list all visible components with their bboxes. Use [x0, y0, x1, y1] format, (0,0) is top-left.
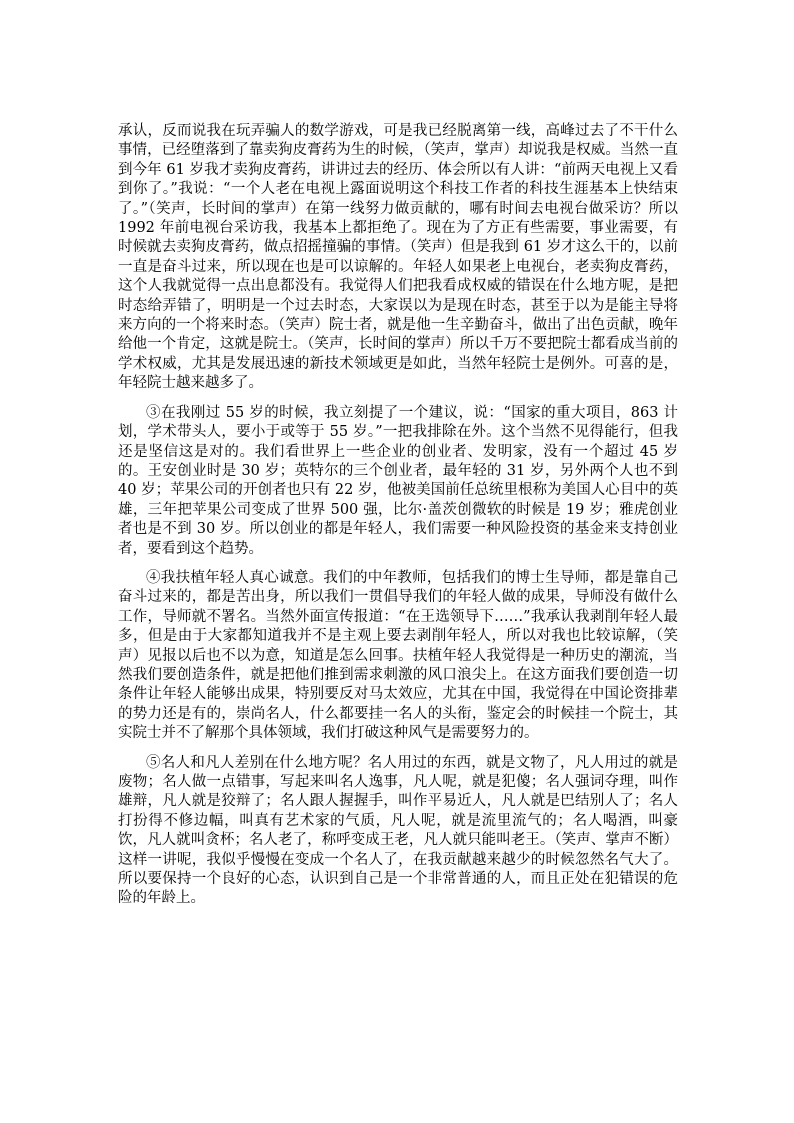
document-body: [118, 122, 678, 909]
paragraph-4: ④我扶植年轻人真心诚意。我们的中年教师，包括我们的博士生导师，都是靠自己奋斗过来的，都是苦出身，所以我们一贯倡导我们的年轻人做的成果，导师没有做什么工作，导师就不署名。当然外面宣传报道：“在王选领导下……”我承认我剥削年轻人最多，但是由于大家都知道我并不是主观上要去剥削年轻人，所以对我也比较谅解，（笑声）见报以后也不以为意，知道是怎么回事。扶植年轻人我觉得是一种历史的潮流，当然我们要创造条件，就是把他们推到需求刺激的风口浪尖上。在这方面我们要创造一切条件让年轻人能够出成果，特别要反对马太效应，尤其在中国，我觉得在中国论资排辈的势力还是有的，崇尚名人，什么都要挂一名人的头衔，鉴定会的时候挂一个院士，其实院士并不了解那个具体领域，我们打破这种风气是需要努力的。: [118, 569, 678, 742]
paragraph-3: ③在我刚过 55 岁的时候，我立刻提了一个建议，说：“国家的重大项目，863 计划，学术带头人，要小于或等于 55 岁。”一把我排除在外。这个当然不见得能行，但我还是坚信这是对的。我们看世界上一些企业的创业者、发明家，没有一个超过 45 岁的。王安创业时是 30 岁；英特尔的三个创业者，最年轻的 31 岁，另外两个人也不到 40 岁；苹果公司的开创者也只有 22 岁，他被美国前任总统里根称为美国人心目中的英雄，三年把苹果公司变成了世界 500 强，比尔·盖茨创微软的时候是 19 岁；雅虎创业者也是不到 30 岁。所以创业的都是年轻人，我们需要一种风险投资的基金来支持创业者，要看到这个趋势。: [118, 404, 678, 557]
paragraph-5: ⑤名人和凡人差别在什么地方呢？名人用过的东西，就是文物了，凡人用过的就是废物；名人做一点错事，写起来叫名人逸事，凡人呢，就是犯傻；名人强词夺理，叫作雄辩，凡人就是狡辩了；名人跟人握握手，叫作平易近人，凡人就是巴结别人了；名人打扮得不修边幅，叫真有艺术家的气质，凡人呢，就是流里流气的；名人喝酒，叫豪饮，凡人就叫贪杯；名人老了，称呼变成王老，凡人就只能叫老王。（笑声、掌声不断）这样一讲呢，我似乎慢慢在变成一个名人了，在我贡献越来越少的时候忽然名气大了。所以要保持一个良好的心态，认识到自己是一个非常普通的人，而且正处在犯错误的危险的年龄上。: [118, 754, 678, 907]
paragraph-continued: 承认，反而说我在玩弄骗人的数学游戏，可是我已经脱离第一线，高峰过去了不干什么事情，已经堕落到了靠卖狗皮膏药为生的时候，（笑声，掌声）却说我是权威。当然一直到今年 61 岁我才卖狗皮膏药，讲讲过去的经历、体会所以有人讲：“前两天电视上又看到你了。”我说：“一个人老在电视上露面说明这个科技工作者的科技生涯基本上快结束了。”（笑声，长时间的掌声）在第一线努力做贡献的，哪有时间去电视台做采访？所以 1992 年前电视台采访我，我基本上都拒绝了。现在为了方正有些需要，事业需要，有时候就去卖狗皮膏药，做点招摇撞骗的事情。（笑声）但是我到 61 岁才这么干的，以前一直是奋斗过来，所以现在也是可以谅解的。年轻人如果老上电视台，老卖狗皮膏药，这个人我就觉得一点出息都没有。我觉得人们把我看成权威的错误在什么地方呢，是把时态给弄错了，明明是一个过去时态，大家误以为是现在时态，甚至于以为是能主导将来方向的一个将来时态。（笑声）院士者，就是他一生辛勤奋斗，做出了出色贡献，晚年给他一个肯定，这就是院士。（笑声，长时间的掌声）所以千万不要把院士都看成当前的学术权威，尤其是发展迅速的新技术领域更是如此，当然年轻院士是例外。可喜的是，年轻院士越来越多了。: [118, 123, 678, 392]
